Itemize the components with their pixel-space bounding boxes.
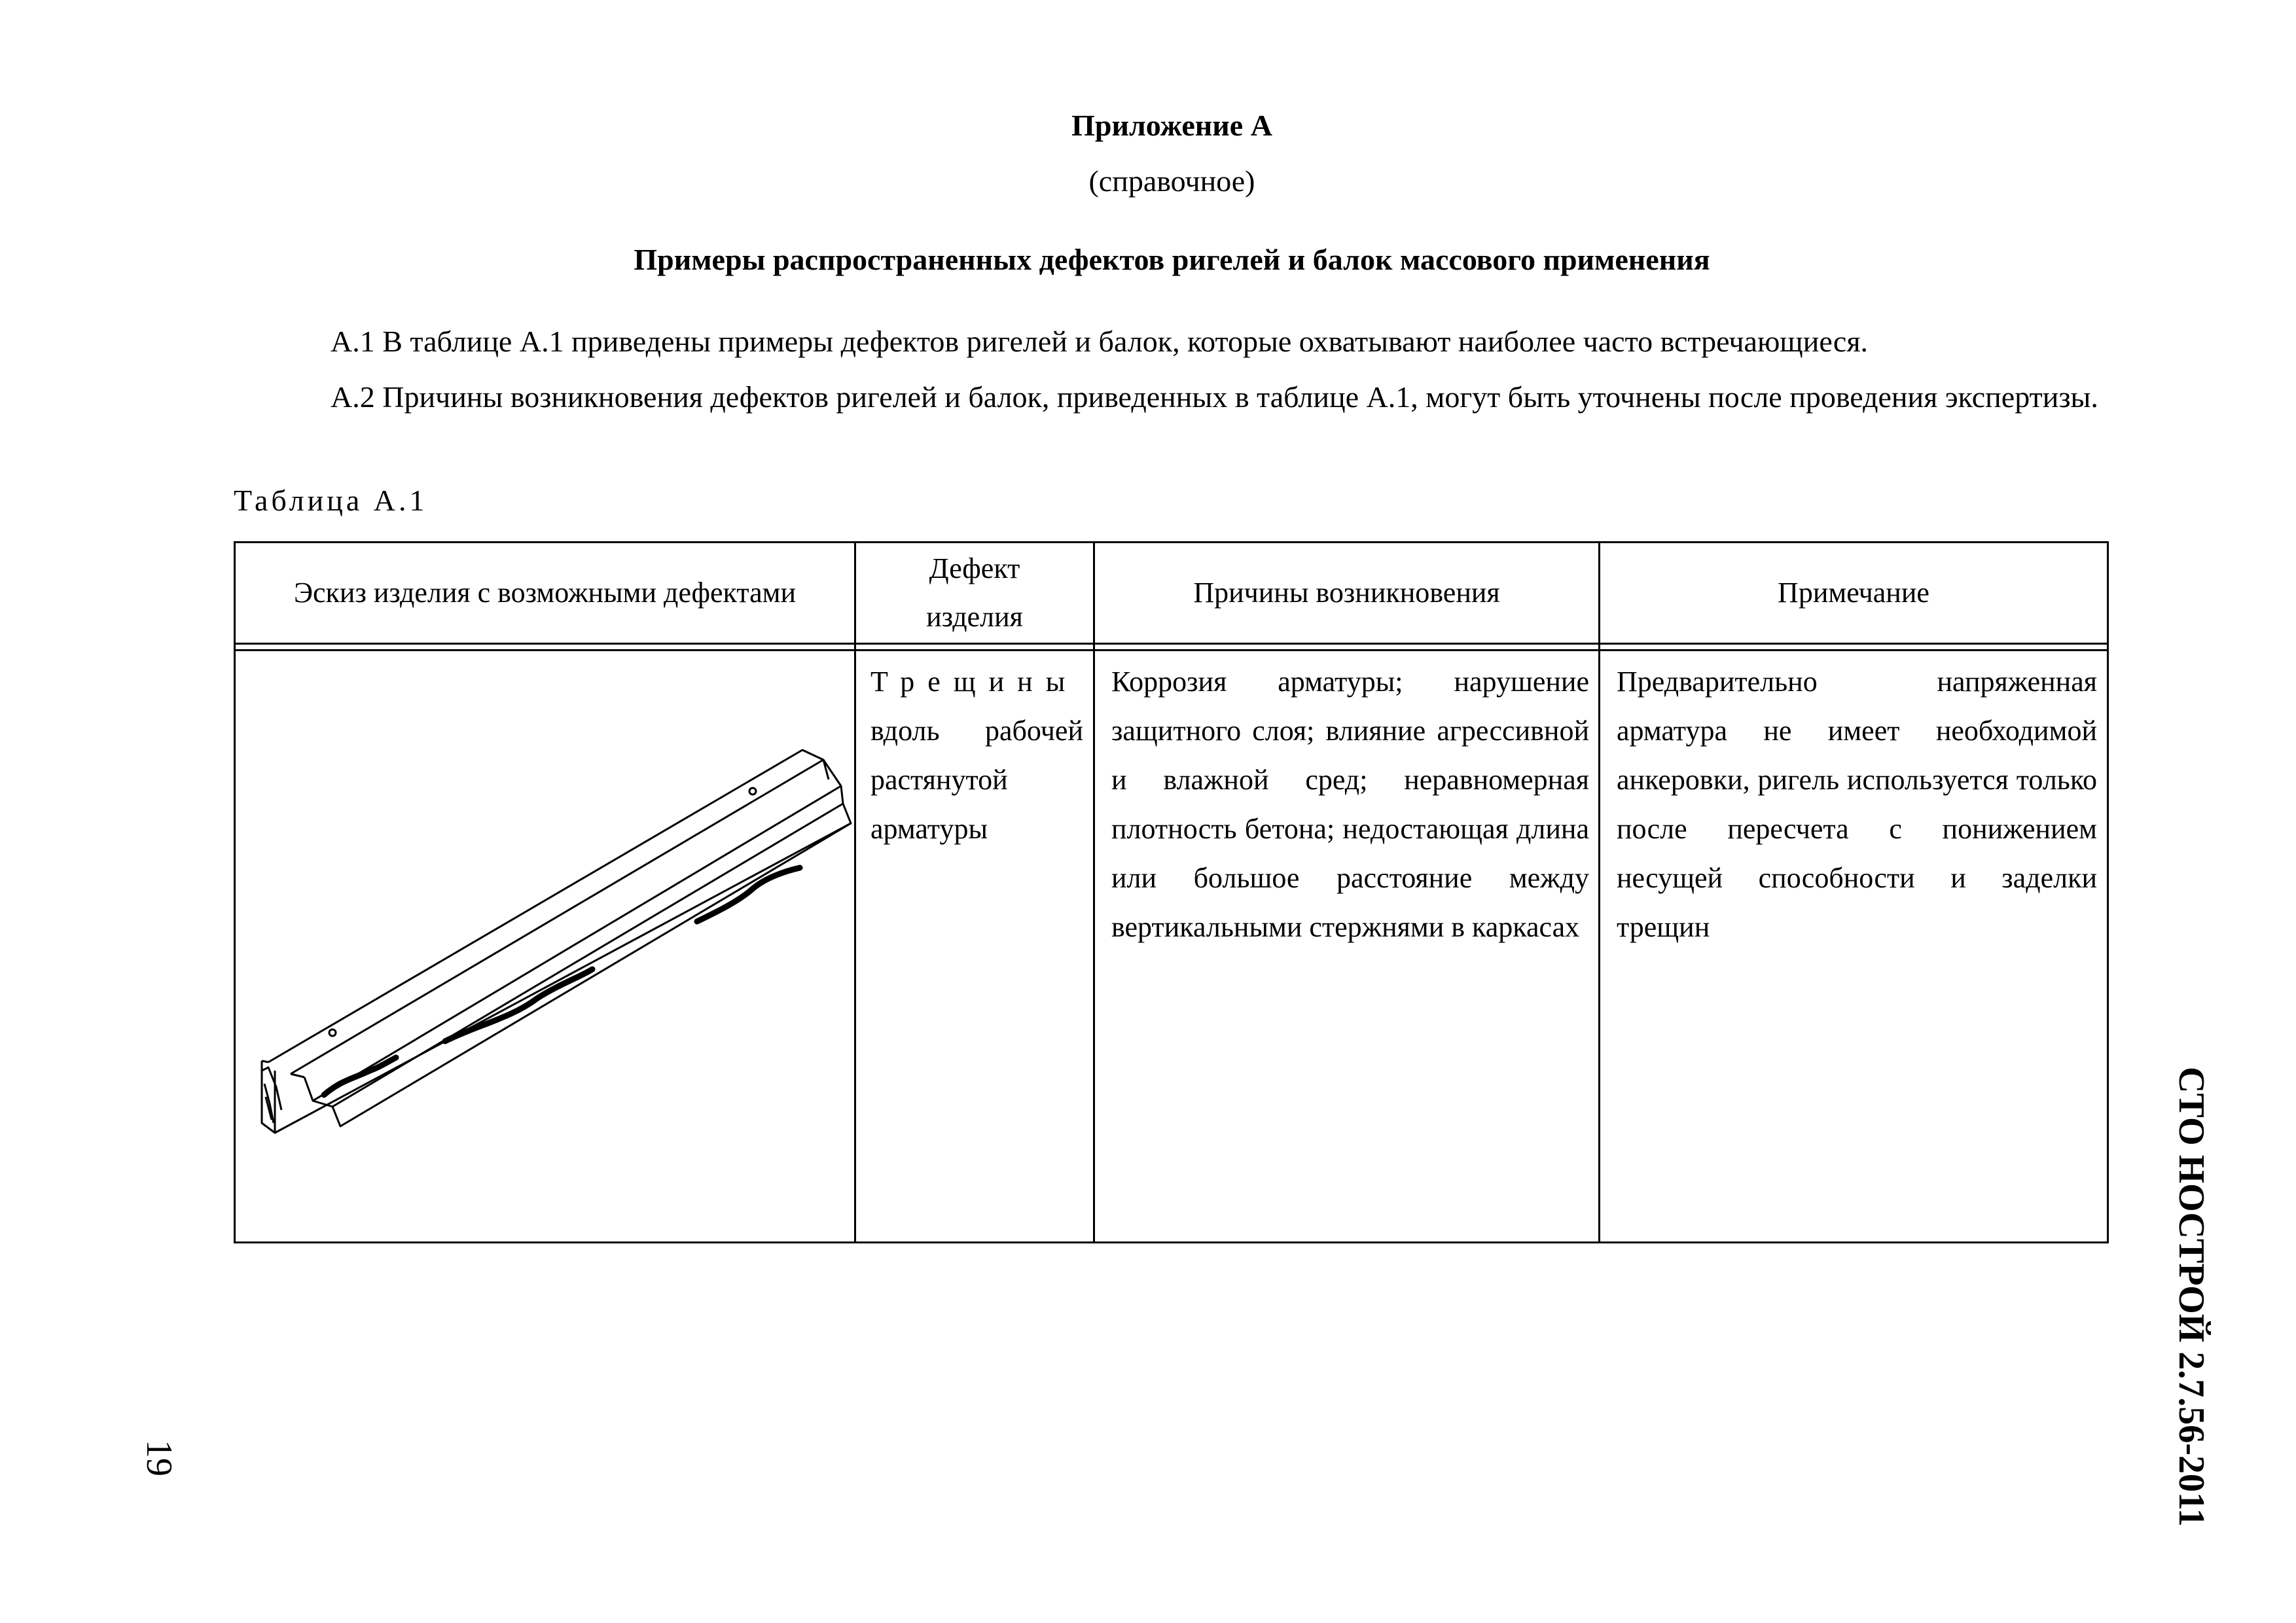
defect-cell [870,657,1083,853]
header-divider [236,649,2107,651]
note-cell: Предварительно напряженная арматура не имеет необходимой анкеровки, ригель используется только после пересчета с понижением несущей способности и заделки трещин [1617,666,2097,943]
beam-lifting-hole [749,788,756,794]
column-divider [1598,543,1600,1241]
header-sketch: Эскиз изделия с возможными дефектами [293,577,797,609]
header-note: Примечание [1778,577,1929,609]
defect-text: вдоль рабочей растянутой арматуры [870,715,1083,845]
beam-sketch-cell [236,652,854,1241]
beam-ridge-top [268,750,823,1074]
causes-cell: Коррозия арматуры; нарушение защитного слоя; влияние агрессивной и влажной сред; неравномерная плотность бетона; недостающая длина или большое расстояние между вертикальными стержнями в каркасах [1111,666,1589,943]
crack-mark [697,868,800,921]
page-number: 19 [139,1440,179,1476]
appendix-type: (справочное) [1088,164,1255,198]
beam-end-hatch [264,1084,274,1123]
beam-lifting-hole [329,1029,336,1036]
section-title: Примеры распространенных дефектов ригелей и балок массового применения [634,243,1710,276]
beam-body-outline [262,823,851,1133]
column-divider [854,543,856,1241]
beam-ridge-side [304,760,841,1101]
beam-edge [291,1074,304,1077]
crack-mark [445,969,592,1041]
beam-sketch [236,652,854,1241]
document-code: СТО НОСТРОЙ 2.7.56-2011 [2171,1067,2212,1527]
defects-table [234,541,2109,1243]
paragraph-a2: А.2 Причины возникновения дефектов ригелей и балок, приведенных в таблице А.1, могут быть уточнены после проведения экспертизы. [331,380,2098,414]
header-divider [236,643,2107,645]
column-divider [1093,543,1095,1241]
table-caption: Таблица А.1 [234,484,428,517]
defect-lead-word: Трещины [870,666,1079,698]
beam-end-edge [262,1061,268,1062]
beam-body-top-edge [332,804,851,1126]
appendix-title: Приложение А [1071,109,1272,142]
paragraph-a1: А.1 В таблице А.1 приведены примеры дефектов ригелей и балок, которые охватывают наиболее часто встречающиеся. [331,325,1868,358]
header-causes: Причины возникновения [1193,577,1500,609]
header-defect: Дефект изделия [926,552,1023,633]
